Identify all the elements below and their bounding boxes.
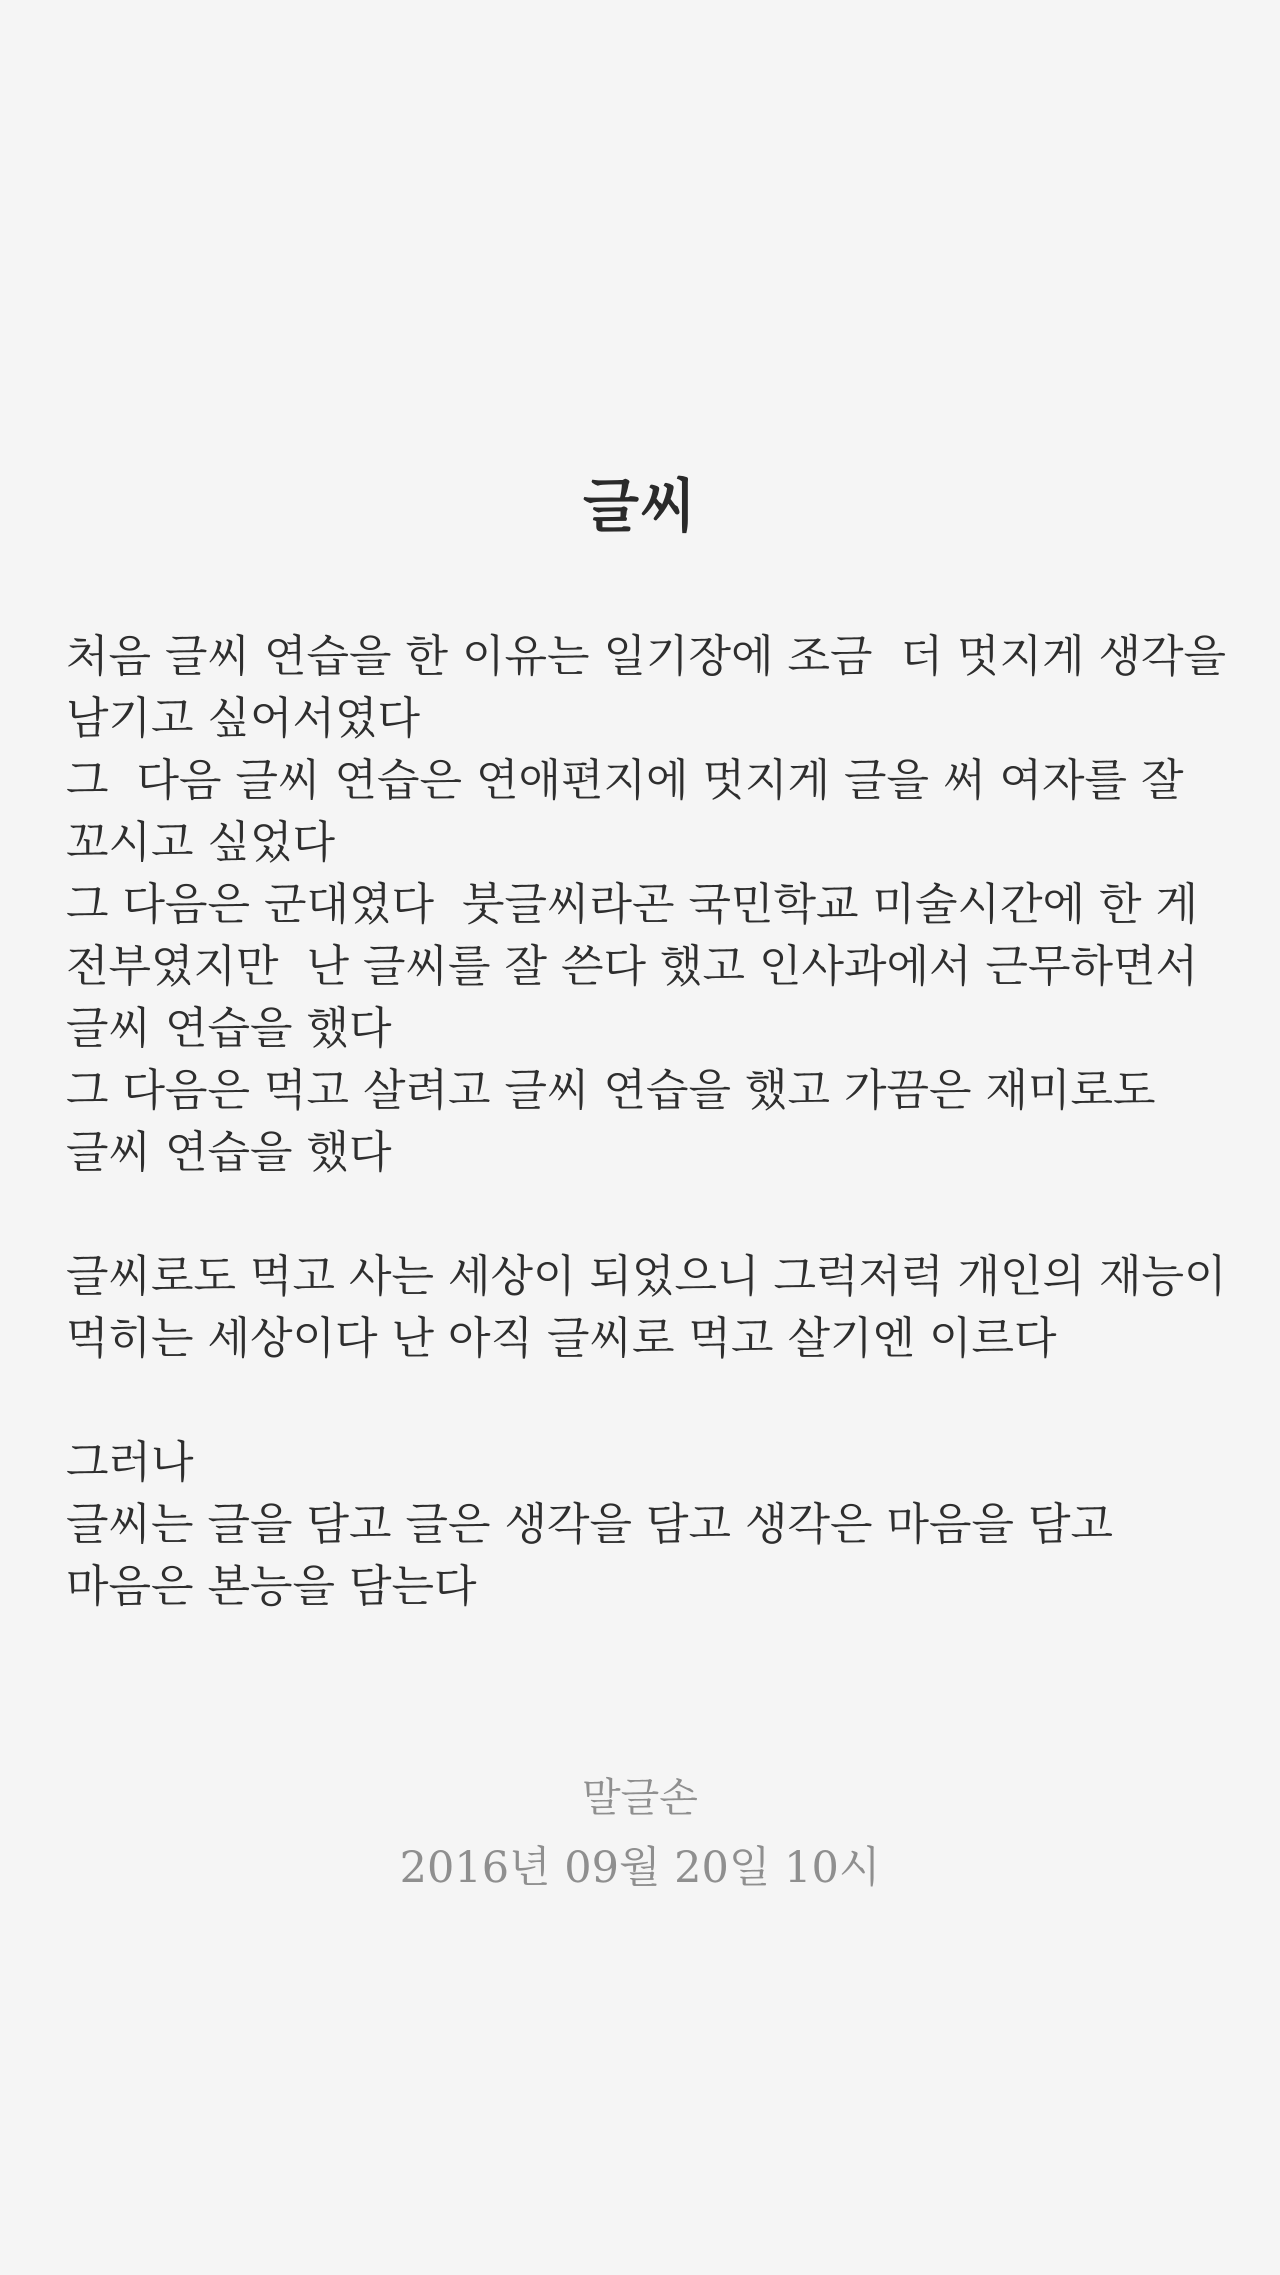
text-line: 그러나 [66,1437,194,1488]
text-line: 글씨 연습을 했다 [66,1127,392,1178]
text-line: 전부였지만 난 글씨를 잘 쓴다 했고 인사과에서 근무하면서 [66,941,1198,992]
text-line: 처음 글씨 연습을 한 이유는 일기장에 조금 더 멋지게 생각을 [66,631,1226,682]
text-line: 글씨 연습을 했다 [66,1003,392,1054]
body-text [66,626,1227,1618]
text-line: 마음은 본능을 담는다 [66,1561,477,1612]
text-line: 먹히는 세상이다 난 아직 글씨로 먹고 살기엔 이르다 [66,1313,1057,1364]
text-line: 글씨는 글을 담고 글은 생각을 담고 생각은 마음을 담고 [66,1499,1113,1550]
post-date: 2016년 09월 20일 10시 [399,1843,881,1893]
text-line: 남기고 싶어서였다 [66,693,421,744]
text-line [66,1184,1224,1246]
text-line: 꼬시고 싶었다 [66,817,336,868]
text-line: 그 다음 글씨 연습은 연애편지에 멋지게 글을 써 여자를 잘 [66,755,1184,806]
text-line: 그 다음은 먹고 살려고 글씨 연습을 했고 가끔은 재미로도 [66,1065,1156,1116]
author-name: 말글손 [582,1775,698,1821]
text-line [66,1370,1224,1432]
page-title: 글씨 [582,472,698,540]
text-line: 글씨로도 먹고 사는 세상이 되었으니 그럭저럭 개인의 재능이 [66,1251,1227,1302]
text-line: 그 다음은 군대였다 붓글씨라곤 국민학교 미술시간에 한 게 [66,879,1198,930]
